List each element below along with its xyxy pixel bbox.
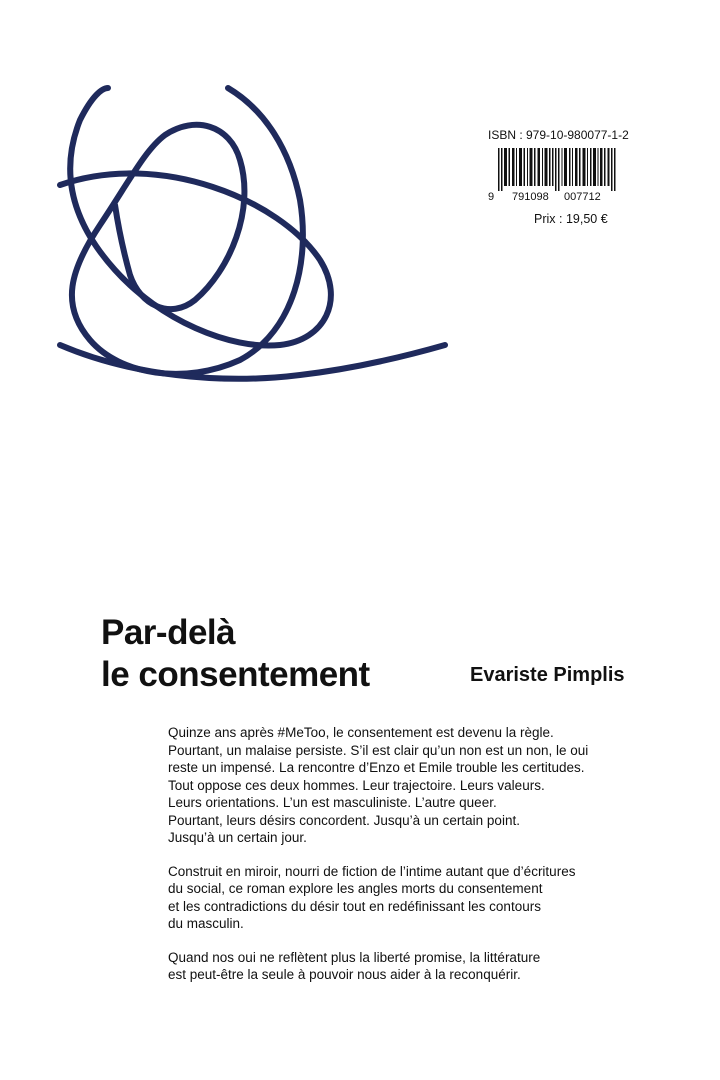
scribble-illustration [0, 0, 470, 420]
blurb-line: Pourtant, leurs désirs concordent. Jusqu’à un certain point. [168, 812, 520, 828]
blurb-line: et les contradictions du désir tout en redéfinissant les contours [168, 898, 541, 914]
book-title [101, 612, 370, 696]
isbn-label: ISBN : 979-10-980077-1-2 [488, 128, 629, 142]
blurb-line: Pourtant, un malaise persiste. S’il est clair qu’un non est un non, le oui [168, 742, 589, 758]
barcode-digits-left: 791098 [512, 191, 549, 203]
blurb-line: Quinze ans après #MeToo, le consentement est devenu la règle. [168, 725, 554, 740]
price-label: Prix : 19,50 € [534, 212, 608, 226]
blurb-paragraph [168, 949, 628, 984]
blurb-line: Leurs orientations. L’un est masculiniste. L’autre queer. [168, 795, 497, 810]
blurb-line: du social, ce roman explore les angles morts du consentement [168, 881, 543, 896]
blurb-paragraph [168, 863, 628, 933]
blurb-line: Tout oppose ces deux hommes. Leur trajectoire. Leurs valeurs. [168, 777, 545, 793]
blurb-line: du masculin. [168, 916, 244, 931]
blurb-line: Construit en miroir, nourri de fiction de l’intime autant que d’écritures [168, 863, 576, 879]
blurb-line: Quand nos oui ne reflètent plus la liberté promise, la littérature [168, 949, 541, 965]
blurb [168, 724, 628, 1000]
barcode [498, 148, 616, 191]
title-line: Par-delà [101, 613, 236, 652]
blurb-line: est peut-être la seule à pouvoir nous aider à la reconquérir. [168, 967, 521, 982]
blurb-line: Jusqu’à un certain jour. [168, 830, 307, 845]
barcode-digit-prefix: 9 [488, 191, 495, 203]
blurb-paragraph [168, 724, 628, 847]
author-name: Evariste Pimplis [470, 664, 625, 686]
blurb-line: reste un impensé. La rencontre d’Enzo et Emile trouble les certitudes. [168, 760, 585, 775]
barcode-digits-right: 007712 [564, 191, 601, 203]
title-line: le consentement [101, 655, 370, 694]
